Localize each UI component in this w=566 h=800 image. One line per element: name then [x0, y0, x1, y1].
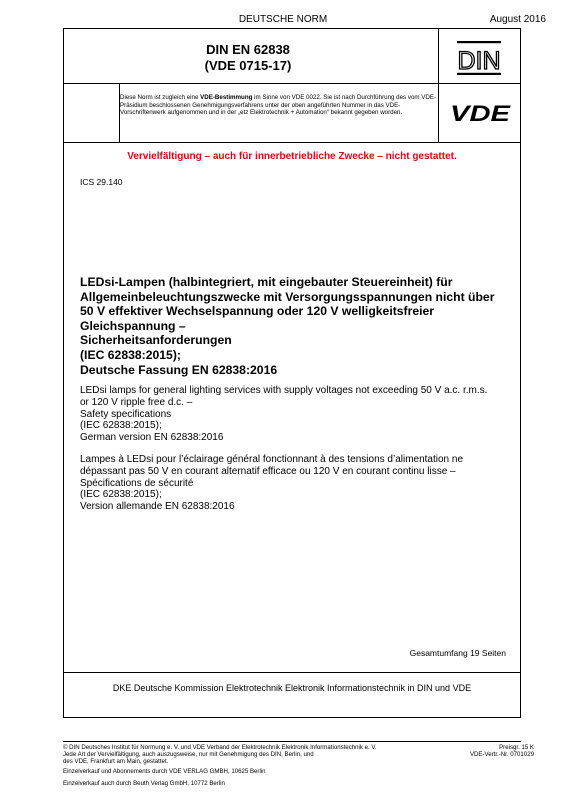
din-number: DIN EN 62838: [206, 42, 290, 57]
dke-committee: DKE Deutsche Kommission Elektrotechnik Elektronik Informationstechnik in DIN und VDE: [112, 683, 472, 693]
frame-divider: [64, 142, 520, 143]
standard-number: [63, 42, 433, 74]
title-line: dépassant pas 50 V en courant alternatif efficace ou 120 V en courant continu lisse –: [80, 465, 456, 477]
vde-note-prefix: Diese Norm ist zugleich eine: [120, 94, 201, 101]
title-french: [80, 454, 510, 513]
ics-code: ICS 29.140: [80, 177, 123, 187]
copyright-line: Jede Art der Vervielfältigung, auch auszugsweise, nur mit Genehmigung des DIN, Berlin, und: [63, 751, 314, 759]
copyright-line: des VDE, Frankfurt am Main, gestattet.: [63, 758, 169, 766]
copyright-notice: [63, 744, 423, 766]
title-english: [80, 385, 510, 444]
vde-order-number: VDE-Vertr.-Nr. 0701029: [469, 751, 534, 759]
title-line: Gleichspannung –: [80, 318, 186, 333]
title-line: German version EN 62838:2016: [80, 432, 224, 444]
title-line: 50 V effektiver Wechselspannung oder 120 V welligkeitsfreier: [80, 304, 435, 319]
din-logo: [456, 40, 502, 76]
title-line: Deutsche Fassung EN 62838:2016: [80, 362, 278, 377]
title-line: (IEC 62838:2015);: [80, 347, 181, 362]
title-line: LEDsi-Lampen (halbintegriert, mit eingebauter Steuereinheit) für: [80, 275, 453, 289]
title-line: LEDsi lamps for general lighting services with supply voltages not exceeding 50 V a.c. r.m.s.: [80, 385, 488, 396]
norm-type-heading: DEUTSCHE NORM: [238, 14, 328, 25]
din-logo-text: DIN: [457, 47, 501, 75]
copyright-line: © DIN Deutsches Institut für Normung e. V. und VDE Verband der Elektrotechnik Elektronik Informationstechnik e. V.: [63, 744, 377, 751]
title-line: Safety specifications: [80, 408, 172, 420]
vde-note-text: im Sinne von VDE 0022. Sie ist nach Durchführung des vom VDE-Präsidium beschlossenen Genehmigungsverfahrens unter der oben angeführten Nummer in das VDE-Vorschriftenwerk aufgenommen und in der „etz Elektrotechnik + Automation“ bekannt gegeben worden.: [120, 94, 437, 117]
vde-logo: [448, 102, 512, 124]
title-line: Allgemeinbeleuchtungszwecke mit Versorgungsspannungen nicht über: [80, 289, 495, 304]
title-line: or 120 V ripple free d.c. –: [80, 396, 193, 408]
title-line: Spécifications de sécurité: [80, 477, 194, 489]
title-german: [80, 275, 510, 377]
title-line: Sicherheitsanforderungen: [80, 333, 232, 348]
footer-divider: [63, 741, 521, 742]
vde-note-emphasis: VDE-Bestimmung: [200, 94, 253, 101]
title-line: Version allemande EN 62838:2016: [80, 501, 235, 513]
vde-regulation-note: [120, 94, 437, 117]
price-group: Preisgr. 15 K: [499, 744, 534, 751]
publication-date: August 2016: [489, 14, 546, 25]
sales-info-beuth: Einzelverkauf auch durch Beuth Verlag GmbH, 10772 Berlin: [63, 780, 225, 787]
frame-divider: [64, 83, 520, 84]
total-pages: Gesamtumfang 19 Seiten: [409, 648, 506, 658]
title-line: (IEC 62838:2015);: [80, 420, 162, 432]
reproduction-warning: Vervielfältigung – auch für innerbetriebliche Zwecke – nicht gestattet.: [127, 151, 457, 162]
price-info: [444, 744, 534, 758]
frame-divider: [64, 672, 520, 673]
vde-logo-text: VDE: [450, 102, 512, 124]
frame-divider: [438, 29, 439, 142]
sales-info-vde: Einzelverkauf und Abonnements durch VDE VERLAG GMBH, 10625 Berlin: [63, 768, 266, 775]
title-line: Lampes à LEDsi pour l’éclairage général fonctionnant à des tensions d’alimentation ne: [80, 454, 464, 465]
vde-number: (VDE 0715-17): [204, 58, 292, 73]
title-line: (IEC 62838:2015);: [80, 489, 162, 501]
